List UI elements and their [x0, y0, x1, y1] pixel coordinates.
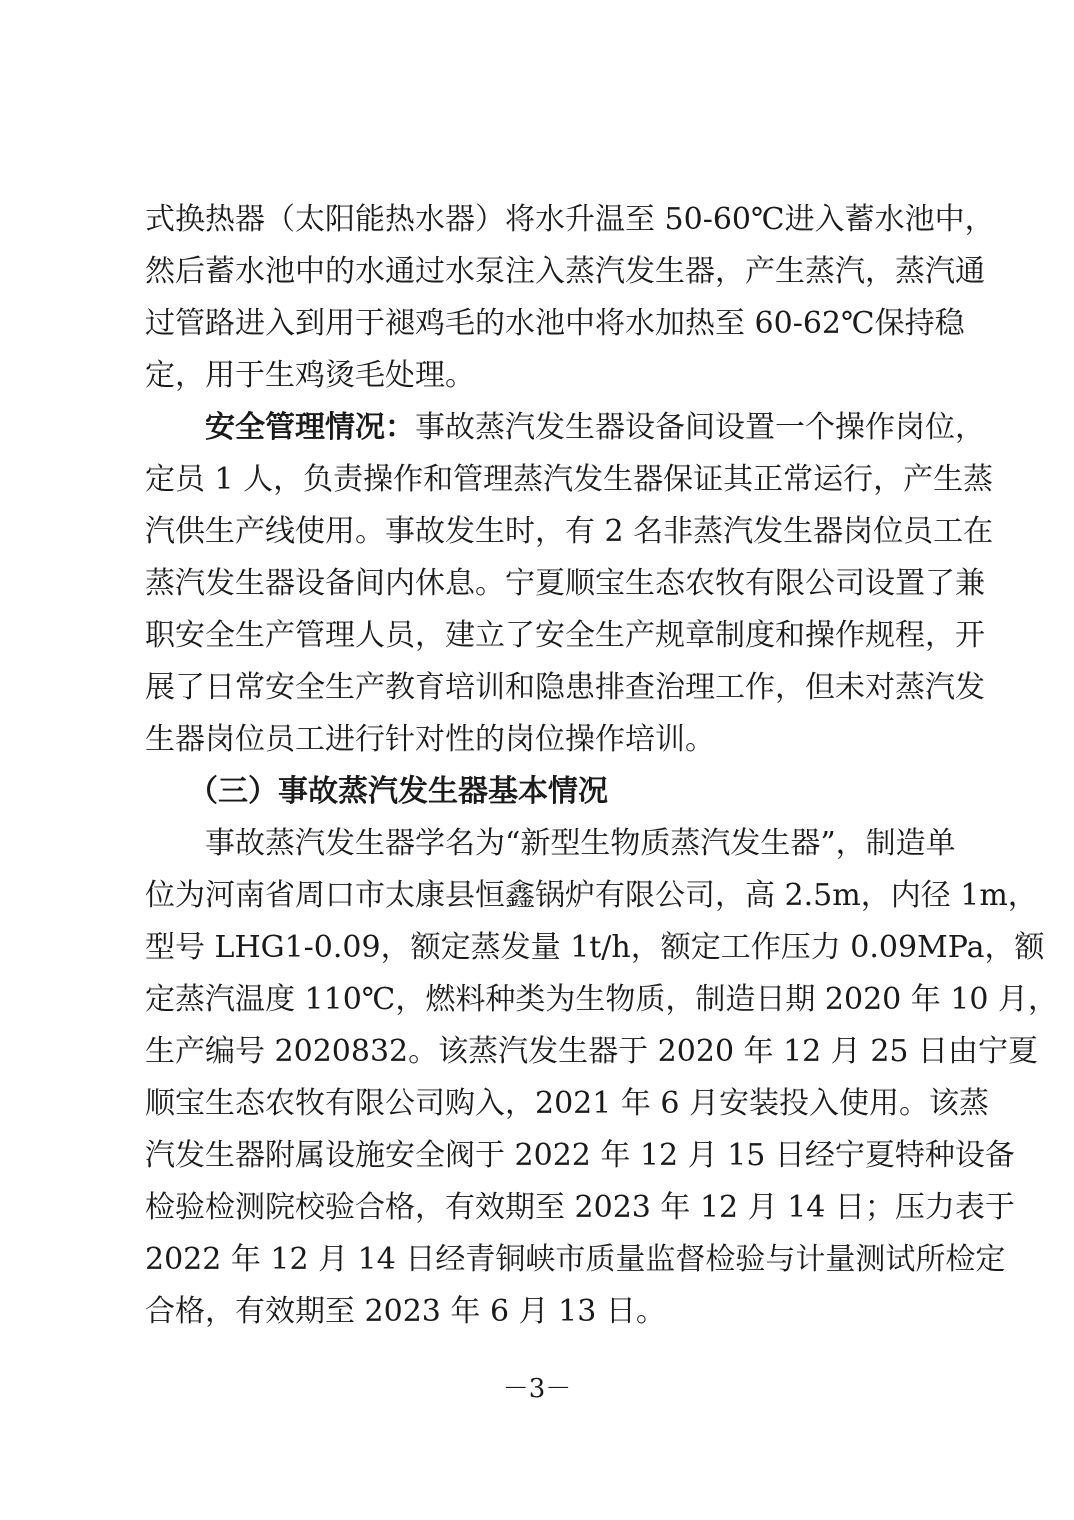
safety-line-3: 汽供生产线使用。事故发生时，有 2 名非蒸汽发生器岗位员工在: [145, 514, 994, 549]
generator-line-9: 2022 年 12 月 14 日经青铜峡市质量监督检验与计量测试所检定: [145, 1242, 1006, 1277]
generator-line-7: 汽发生器附属设施安全阀于 2022 年 12 月 15 日经宁夏特种设备: [145, 1138, 1015, 1173]
generator-line-2: 位为河南省周口市太康县恒鑫锅炉有限公司，高 2.5m，内径 1m，: [145, 878, 1038, 913]
intro-line-2: 然后蓄水池中的水通过水泵注入蒸汽发生器，产生蒸汽，蒸汽通: [145, 254, 985, 289]
safety-line-1: [205, 409, 985, 447]
safety-line-6: 展了日常安全生产教育培训和隐患排查治理工作，但未对蒸汽发: [145, 670, 985, 705]
generator-line-10: 合格，有效期至 2023 年 6 月 13 日。: [145, 1294, 666, 1329]
generator-line-8: 检验检测院校验合格，有效期至 2023 年 12 月 14 日；压力表于: [145, 1190, 1015, 1225]
safety-line-5: 职安全生产管理人员，建立了安全生产规章制度和操作规程，开: [145, 618, 985, 653]
safety-label: 安全管理情况：: [205, 410, 415, 445]
intro-line-3: 过管路进入到用于褪鸡毛的水池中将水加热至 60-62℃保持稳: [145, 306, 965, 341]
generator-line-5: 生产编号 2020832。该蒸汽发生器于 2020 年 12 月 25 日由宁夏: [145, 1034, 1039, 1069]
generator-line-6: 顺宝生态农牧有限公司购入，2021 年 6 月安装投入使用。该蒸: [145, 1086, 990, 1121]
generator-line-1: 事故蒸汽发生器学名为“新型生物质蒸汽发生器”，制造单: [205, 826, 956, 861]
section-heading: （三）事故蒸汽发生器基本情况: [188, 774, 608, 809]
intro-line-1: 式换热器（太阳能热水器）将水升温至 50-60℃进入蓄水池中，: [145, 202, 995, 237]
intro-line-4: 定，用于生鸡烫毛处理。: [145, 358, 475, 393]
generator-line-3: 型号 LHG1-0.09，额定蒸发量 1t/h，额定工作压力 0.09MPa，额: [145, 930, 1045, 965]
page-number: －3－: [502, 1374, 572, 1404]
safety-line-2: 定员 1 人，负责操作和管理蒸汽发生器保证其正常运行，产生蒸: [145, 462, 994, 497]
safety-line-4: 蒸汽发生器设备间内休息。宁夏顺宝生态农牧有限公司设置了兼: [145, 566, 985, 601]
generator-line-4: 定蒸汽温度 110℃，燃料种类为生物质，制造日期 2020 年 10 月，: [145, 982, 1059, 1017]
safety-line-7: 生器岗位员工进行针对性的岗位操作培训。: [145, 722, 715, 757]
safety-first-line-text: 事故蒸汽发生器设备间设置一个操作岗位，: [415, 410, 985, 445]
